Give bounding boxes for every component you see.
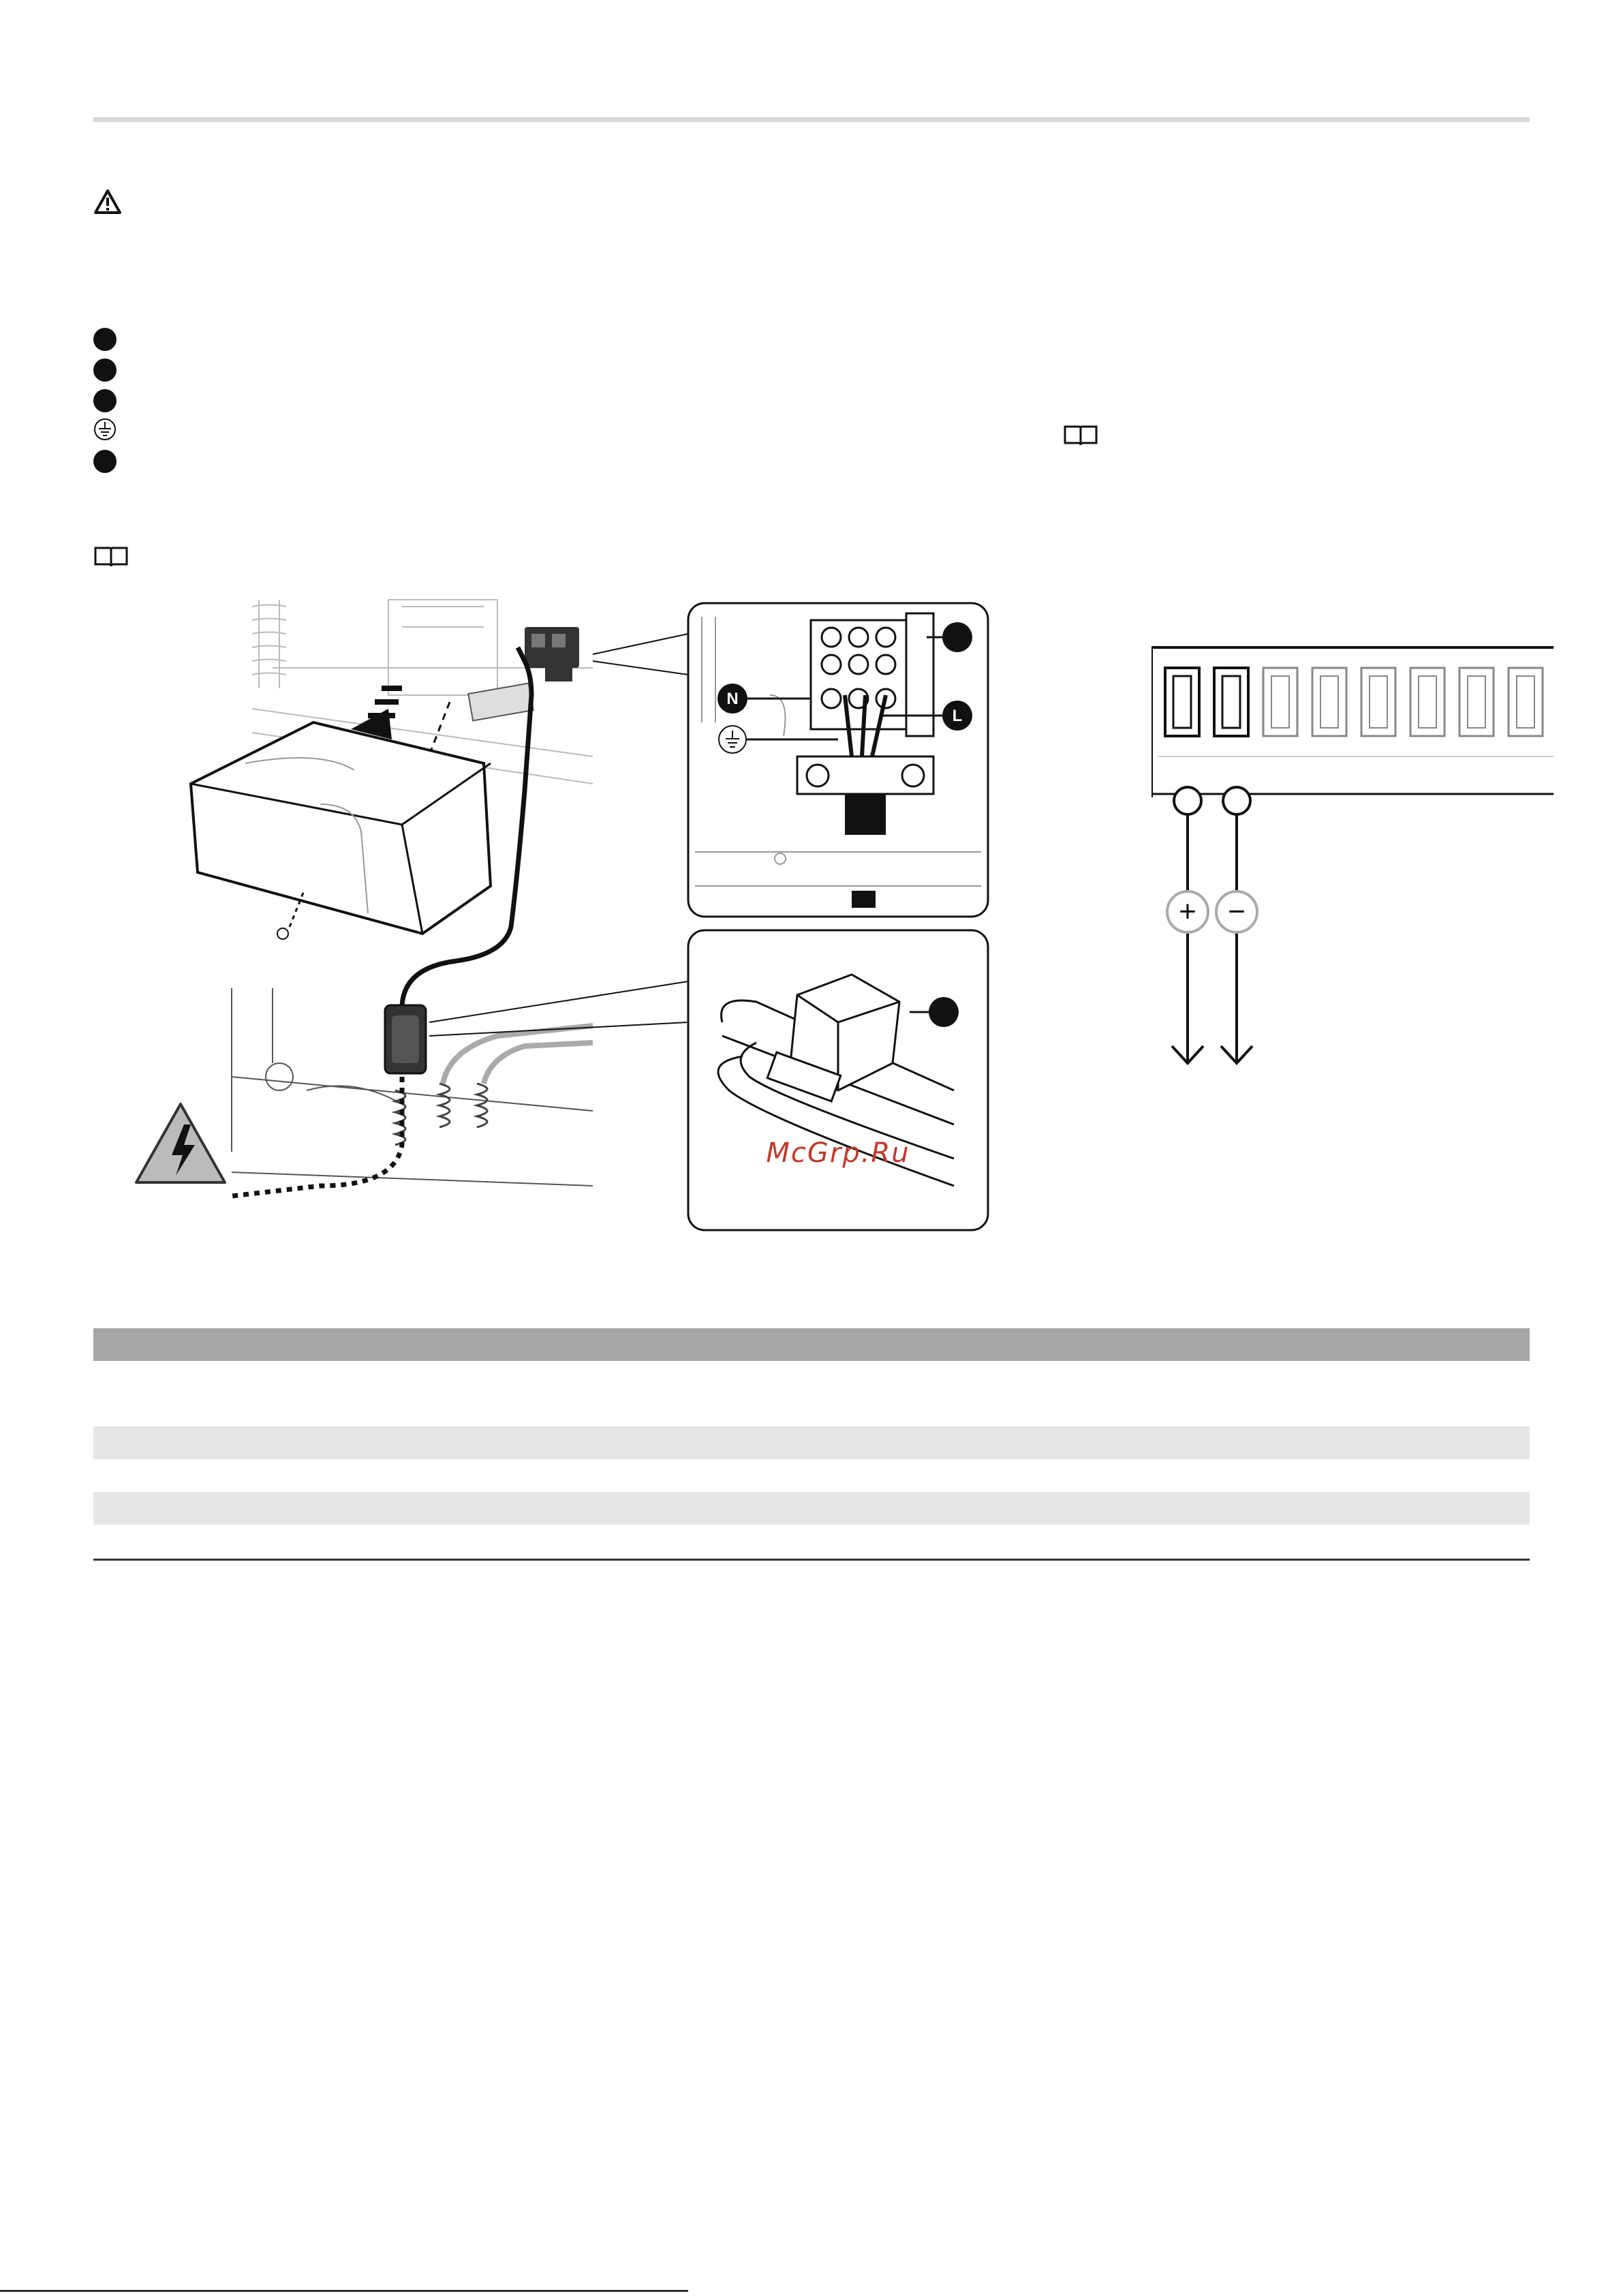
- cable-springs: [395, 1084, 487, 1145]
- table-row: [93, 1492, 1530, 1525]
- manual-book-icon: [93, 545, 129, 568]
- table-row: [93, 1459, 1530, 1492]
- live-label: L: [952, 707, 963, 725]
- table-row: [93, 1525, 1530, 1557]
- list-bullet-3: [93, 389, 117, 412]
- list-bullet-1: [93, 328, 117, 351]
- watermark-text: McGrp.Ru: [766, 1137, 910, 1169]
- footer-rule: [0, 2290, 688, 2292]
- header-rule: [93, 117, 1530, 122]
- minus-symbol: −: [1228, 895, 1246, 928]
- warning-triangle-icon: [93, 189, 122, 215]
- list-bullet-5: [93, 450, 117, 473]
- table-row: [93, 1426, 1530, 1459]
- terminal-cells: [1165, 668, 1543, 736]
- terminal-block: [525, 627, 579, 682]
- plus-symbol: +: [1179, 895, 1196, 928]
- table-row: [93, 1361, 1530, 1394]
- table-row: [93, 1394, 1530, 1426]
- table-bottom-rule: [93, 1559, 1530, 1561]
- terminal-strip-diagram: [1151, 641, 1554, 1077]
- terminal-minus: [1223, 787, 1250, 814]
- control-box-cover: [191, 722, 491, 934]
- inset-ferrite-detail: [688, 930, 988, 1230]
- table-header: [93, 1328, 1530, 1361]
- callout-marker-1: [942, 622, 972, 652]
- callout-marker-2: [929, 997, 959, 1027]
- manual-book-icon-2: [1063, 424, 1098, 447]
- ferrite-core: [385, 1005, 426, 1073]
- terminal-plus: [1174, 787, 1201, 814]
- screw-icon: [277, 928, 288, 939]
- installation-figure: [116, 586, 1002, 1234]
- high-voltage-icon: [136, 1104, 225, 1182]
- inset-terminal-detail: [688, 603, 988, 917]
- list-bullet-2: [93, 358, 117, 382]
- earth-ground-icon: [93, 418, 117, 441]
- neutral-label: N: [726, 690, 739, 708]
